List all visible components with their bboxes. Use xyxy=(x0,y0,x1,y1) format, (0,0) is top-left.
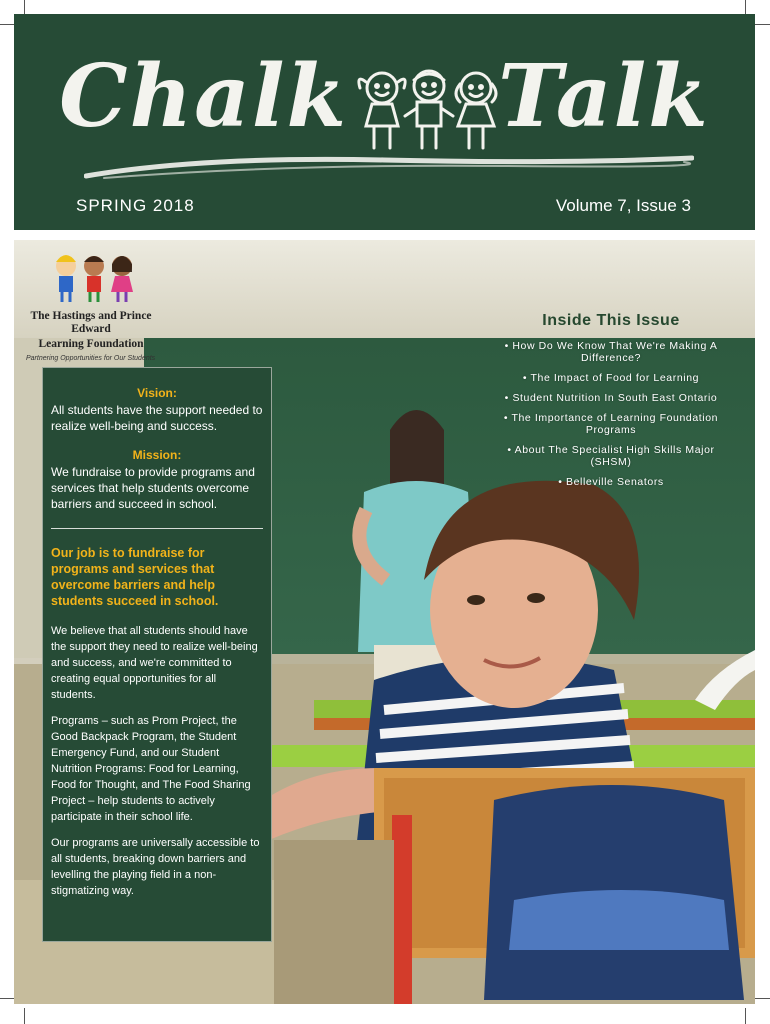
title-talk: Talk xyxy=(498,46,710,147)
vision-text: All students have the support needed to realize well-being and success. xyxy=(51,403,263,433)
list-item: • The Importance of Learning Foundation Programs xyxy=(496,412,726,436)
logo-tagline: Partnering Opportunities for Our Students xyxy=(26,354,156,362)
crop-mark xyxy=(24,1008,25,1024)
issue-season: SPRING 2018 xyxy=(76,196,195,215)
mission-sidebar xyxy=(42,367,272,942)
crop-mark xyxy=(745,1008,746,1024)
chalk-swoosh xyxy=(84,146,694,182)
issue-volume: Volume 7, Issue 3 xyxy=(555,196,691,215)
foundation-logo xyxy=(26,250,156,362)
sidebar-paragraph: Our programs are universally accessible to all students, breaking down barriers and levelling the playing field in a non-stigmatizing way. xyxy=(51,837,260,897)
mission-text: We fundraise to provide programs and services that help students overcome barriers and succeed in school. xyxy=(51,465,255,511)
list-item: • The Impact of Food for Learning xyxy=(496,372,726,384)
list-item: • Student Nutrition In South East Ontario xyxy=(496,392,726,404)
title-chalk: Chalk xyxy=(59,46,349,147)
crop-mark xyxy=(754,24,770,25)
chalk-kids-icon xyxy=(354,60,504,156)
sidebar-highlight: Our job is to fundraise for programs and services that overcome barriers and help students succeed in school. xyxy=(51,546,219,608)
inside-this-issue xyxy=(496,312,726,496)
list-item: • How Do We Know That We're Making A Difference? xyxy=(496,340,726,364)
three-children-icon xyxy=(26,250,156,304)
masthead xyxy=(14,14,755,230)
logo-name-line1: The Hastings and Prince Edward xyxy=(30,310,152,336)
sidebar-paragraph: We believe that all students should have the support they need to realize well-being and success, and we're committed to creating equal opportunities for all students. xyxy=(51,625,258,701)
logo-name-line2: Learning Foundation xyxy=(38,338,144,351)
mission-heading: Mission: xyxy=(132,448,182,462)
list-item: • About The Specialist High Skills Major (SHSM) xyxy=(496,444,726,468)
inside-list xyxy=(496,340,726,488)
inside-heading: Inside This Issue xyxy=(542,312,680,329)
crop-mark xyxy=(754,998,770,999)
sidebar-paragraph: Programs – such as Prom Project, the Good Backpack Program, the Student Emergency Fund, and our Student Nutrition Programs: Food for Learning, Food for Thought, and The Food Sharing Project – help students to actively participate in their school life. xyxy=(51,715,251,823)
sidebar-divider xyxy=(51,528,263,529)
vision-heading: Vision: xyxy=(137,386,177,400)
list-item: • Belleville Senators xyxy=(496,476,726,488)
